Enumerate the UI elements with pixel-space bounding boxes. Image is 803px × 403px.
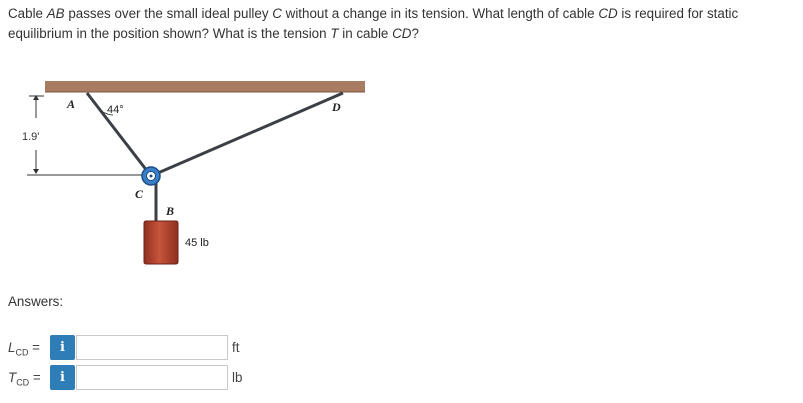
height-dimension-label: 1.9'	[22, 131, 40, 143]
cable-cd	[151, 93, 343, 176]
cable-ab-ref: AB	[46, 6, 65, 21]
tcd-label: $T_{CD}$ =	[8, 370, 41, 388]
lcd-unit: ft	[232, 340, 240, 355]
label-b: B	[166, 204, 175, 218]
lcd-label: $L_{CD}$ =	[8, 340, 40, 358]
lcd-info-icon[interactable]: i	[50, 335, 75, 360]
tcd-info-icon[interactable]: i	[50, 365, 75, 390]
tension-t-ref: T	[330, 26, 339, 41]
pulley-c-ref: C	[272, 6, 282, 21]
label-c: C	[135, 187, 144, 201]
tcd-input[interactable]	[76, 365, 228, 390]
answers-heading: Answers:	[8, 294, 64, 309]
label-a: A	[67, 97, 76, 111]
height-dimension	[27, 95, 150, 175]
ceiling	[45, 81, 365, 92]
label-d: D	[332, 100, 341, 114]
cable-cd-ref-2: CD	[392, 26, 412, 41]
lcd-input[interactable]	[76, 335, 228, 360]
angle-label: 44°	[107, 104, 124, 116]
weight-label: 45 lb	[185, 237, 209, 249]
question-text: Cable AB passes over the small ideal pulley C without a change in its tension. What length of cable CD is required for static equilibrium in the position shown? What is the tension T in cable CD?	[8, 6, 739, 41]
weight-block	[144, 221, 178, 264]
cable-cd-ref: CD	[598, 6, 618, 21]
tcd-unit: lb	[232, 370, 243, 385]
